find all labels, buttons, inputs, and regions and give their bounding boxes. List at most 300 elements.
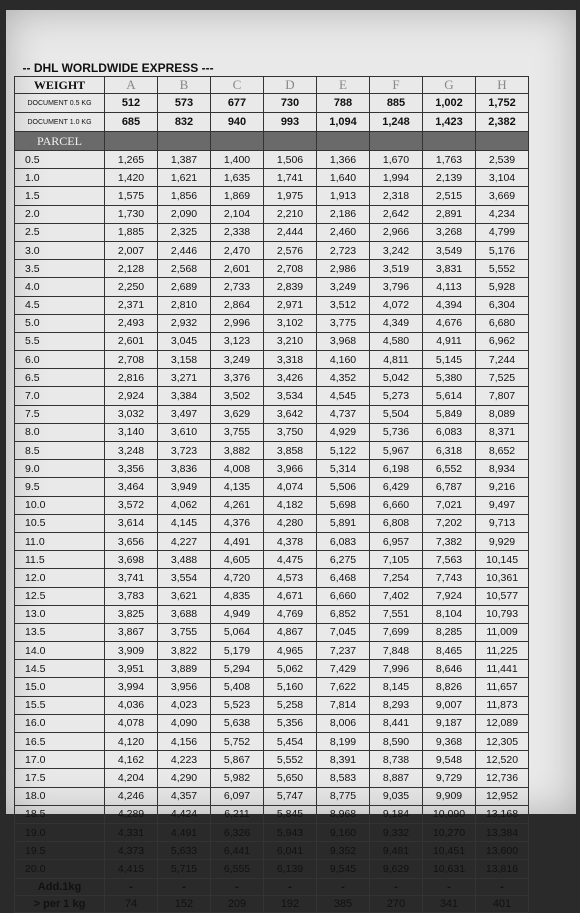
rate-cell: -	[158, 878, 211, 895]
rate-cell: 2,446	[158, 241, 211, 259]
rate-cell: 3,384	[158, 387, 211, 405]
rate-cell: 10,793	[476, 605, 529, 623]
rate-cell: 401	[476, 895, 529, 912]
parcel-row	[15, 278, 529, 296]
weight-label: 3.5	[15, 260, 105, 278]
rate-cell: 3,755	[211, 423, 264, 441]
rate-cell: 7,807	[476, 387, 529, 405]
rate-cell: 12,736	[476, 769, 529, 787]
rate-cell: 3,698	[105, 551, 158, 569]
rate-cell: 3,629	[211, 405, 264, 423]
rate-cell: 4,376	[211, 514, 264, 532]
rate-cell: 4,072	[370, 296, 423, 314]
parcel-row	[15, 260, 529, 278]
weight-label: 0.5	[15, 151, 105, 169]
rate-cell: 192	[264, 895, 317, 912]
rate-cell: 10,577	[476, 587, 529, 605]
rate-cell: 5,122	[317, 442, 370, 460]
weight-label: 13.0	[15, 605, 105, 623]
rate-cell: 7,551	[370, 605, 423, 623]
rate-cell: 10,631	[423, 860, 476, 878]
rate-cell: 2,601	[211, 260, 264, 278]
rate-cell: 3,889	[158, 660, 211, 678]
rate-cell: 2,128	[105, 260, 158, 278]
rate-cell: 6,083	[423, 423, 476, 441]
rate-cell: 5,698	[317, 496, 370, 514]
parcel-row	[15, 223, 529, 241]
rate-cell: 12,305	[476, 733, 529, 751]
rate-cell: 2,325	[158, 223, 211, 241]
rate-cell: 2,689	[158, 278, 211, 296]
rate-cell: 7,848	[370, 642, 423, 660]
rate-cell: 6,957	[370, 532, 423, 550]
rate-cell: 5,614	[423, 387, 476, 405]
rate-cell: 7,996	[370, 660, 423, 678]
rate-cell: 3,032	[105, 405, 158, 423]
rate-cell: 9,629	[370, 860, 423, 878]
rate-cell: 4,491	[211, 532, 264, 550]
parcel-row	[15, 351, 529, 369]
weight-label: 18.0	[15, 787, 105, 805]
rate-cell: 5,176	[476, 241, 529, 259]
weight-label: 7.0	[15, 387, 105, 405]
rate-cell: 3,831	[423, 260, 476, 278]
weight-label: 7.5	[15, 405, 105, 423]
rate-cell: 3,669	[476, 187, 529, 205]
rate-cell: -	[476, 878, 529, 895]
rate-cell: 2,839	[264, 278, 317, 296]
rate-cell: 1,670	[370, 151, 423, 169]
rate-cell: 6,468	[317, 569, 370, 587]
rate-cell: 4,160	[317, 351, 370, 369]
rate-cell: 9,497	[476, 496, 529, 514]
rate-cell: 8,465	[423, 642, 476, 660]
rate-cell: 3,271	[158, 369, 211, 387]
weight-label: 16.0	[15, 714, 105, 732]
weight-label: 15.0	[15, 678, 105, 696]
rate-cell: 5,273	[370, 387, 423, 405]
rate-cell: 3,318	[264, 351, 317, 369]
parcel-row	[15, 387, 529, 405]
weight-label: 8.0	[15, 423, 105, 441]
rate-cell: 3,572	[105, 496, 158, 514]
rate-cell: 4,078	[105, 714, 158, 732]
weight-label: 5.0	[15, 314, 105, 332]
rate-cell: 12,089	[476, 714, 529, 732]
rate-cell: 9,160	[317, 823, 370, 841]
rate-cell: 5,891	[317, 514, 370, 532]
weight-label: 12.5	[15, 587, 105, 605]
rate-cell: 7,525	[476, 369, 529, 387]
rate-cell: 5,294	[211, 660, 264, 678]
rate-cell: 7,563	[423, 551, 476, 569]
rate-cell: 6,552	[423, 460, 476, 478]
rate-cell: 1,975	[264, 187, 317, 205]
rate-cell: 9,909	[423, 787, 476, 805]
rate-cell: 4,811	[370, 351, 423, 369]
rate-cell: 9,548	[423, 751, 476, 769]
rate-cell: 8,652	[476, 442, 529, 460]
rate-cell: 2,460	[317, 223, 370, 241]
per-kg-row	[15, 895, 529, 912]
rate-cell: 5,736	[370, 423, 423, 441]
weight-label: 2.0	[15, 205, 105, 223]
parcel-row	[15, 842, 529, 860]
parcel-row	[15, 587, 529, 605]
rate-cell: 7,237	[317, 642, 370, 660]
rate-cell: 3,488	[158, 551, 211, 569]
rate-cell: 2,708	[264, 260, 317, 278]
add-kg-row	[15, 878, 529, 895]
rate-cell: 8,089	[476, 405, 529, 423]
parcel-row	[15, 151, 529, 169]
rate-cell: 2,139	[423, 169, 476, 187]
rate-cell: 8,775	[317, 787, 370, 805]
zone-header: D	[264, 77, 317, 94]
rate-cell: 9,481	[370, 842, 423, 860]
rate-cell: 2,470	[211, 241, 264, 259]
rate-cell: 3,966	[264, 460, 317, 478]
rate-cell: 4,135	[211, 478, 264, 496]
parcel-row	[15, 714, 529, 732]
weight-label: 10.5	[15, 514, 105, 532]
rate-cell: 5,062	[264, 660, 317, 678]
weight-label: 1.5	[15, 187, 105, 205]
rate-cell: 3,376	[211, 369, 264, 387]
rate-cell: 7,045	[317, 623, 370, 641]
rate-cell: 1,506	[264, 151, 317, 169]
rate-cell: 3,123	[211, 332, 264, 350]
rate-cell: 2,932	[158, 314, 211, 332]
parcel-row	[15, 642, 529, 660]
rate-cell: 4,289	[105, 805, 158, 823]
rate-cell: 3,534	[264, 387, 317, 405]
rate-cell: 6,962	[476, 332, 529, 350]
parcel-row	[15, 496, 529, 514]
rate-cell: 2,733	[211, 278, 264, 296]
rate-cell: 3,723	[158, 442, 211, 460]
rate-cell: 4,424	[158, 805, 211, 823]
rate-cell: 3,956	[158, 678, 211, 696]
rate-cell: 4,182	[264, 496, 317, 514]
parcel-row	[15, 733, 529, 751]
rate-table	[14, 60, 529, 913]
rate-cell: 3,519	[370, 260, 423, 278]
zone-header: E	[317, 77, 370, 94]
rate-cell: 13,816	[476, 860, 529, 878]
rate-cell: 4,223	[158, 751, 211, 769]
parcel-row	[15, 769, 529, 787]
parcel-row	[15, 314, 529, 332]
weight-label: Add.1kg	[15, 878, 105, 895]
rate-cell: 2,924	[105, 387, 158, 405]
rate-cell: 4,799	[476, 223, 529, 241]
weight-label: 11.0	[15, 532, 105, 550]
rate-cell: 13,168	[476, 805, 529, 823]
rate-cell: 6,441	[211, 842, 264, 860]
rate-cell: 3,750	[264, 423, 317, 441]
rate-cell: 1,366	[317, 151, 370, 169]
rate-cell: 4,156	[158, 733, 211, 751]
rate-cell: 1,994	[370, 169, 423, 187]
parcel-row	[15, 787, 529, 805]
rate-cell: 4,090	[158, 714, 211, 732]
rate-cell: 4,290	[158, 769, 211, 787]
rate-cell: 4,036	[105, 696, 158, 714]
rate-cell: 7,244	[476, 351, 529, 369]
parcel-row	[15, 205, 529, 223]
rate-cell: -	[211, 878, 264, 895]
rate-cell: 4,835	[211, 587, 264, 605]
rate-cell: 9,216	[476, 478, 529, 496]
rate-cell: 6,318	[423, 442, 476, 460]
rate-cell: 685	[105, 113, 158, 132]
rate-cell: -	[317, 878, 370, 895]
rate-cell: 3,610	[158, 423, 211, 441]
rate-cell: 2,444	[264, 223, 317, 241]
rate-cell: 5,523	[211, 696, 264, 714]
parcel-row	[15, 623, 529, 641]
rate-cell: 10,361	[476, 569, 529, 587]
weight-header: WEIGHT	[15, 77, 105, 94]
rate-cell: 4,867	[264, 623, 317, 641]
rate-cell: 9,368	[423, 733, 476, 751]
rate-cell: 1,763	[423, 151, 476, 169]
rate-cell: 4,113	[423, 278, 476, 296]
weight-label: 17.5	[15, 769, 105, 787]
rate-cell: 1,094	[317, 113, 370, 132]
rate-cell: 385	[317, 895, 370, 912]
rate-cell: 6,326	[211, 823, 264, 841]
weight-label: DOCUMENT 0.5 KG	[15, 94, 105, 113]
rate-cell: 3,045	[158, 332, 211, 350]
rate-cell: 2,210	[264, 205, 317, 223]
rate-cell: 8,934	[476, 460, 529, 478]
rate-cell: 4,352	[317, 369, 370, 387]
rate-cell: 2,966	[370, 223, 423, 241]
rate-cell: 5,982	[211, 769, 264, 787]
rate-cell: 4,008	[211, 460, 264, 478]
rate-cell: 3,994	[105, 678, 158, 696]
rate-cell: 74	[105, 895, 158, 912]
rate-cell: -	[370, 878, 423, 895]
rate-cell: 5,752	[211, 733, 264, 751]
rate-cell: 2,250	[105, 278, 158, 296]
rate-cell: 10,090	[423, 805, 476, 823]
rate-cell: 3,248	[105, 442, 158, 460]
weight-label: 11.5	[15, 551, 105, 569]
rate-cell: 4,911	[423, 332, 476, 350]
rate-cell: 8,646	[423, 660, 476, 678]
rate-cell: 9,035	[370, 787, 423, 805]
rate-cell: 11,009	[476, 623, 529, 641]
rate-cell: 7,743	[423, 569, 476, 587]
rate-cell: 2,708	[105, 351, 158, 369]
title-row	[15, 60, 529, 77]
rate-cell: 4,204	[105, 769, 158, 787]
rate-cell: 2,996	[211, 314, 264, 332]
weight-label: 14.0	[15, 642, 105, 660]
parcel-row	[15, 405, 529, 423]
zone-header: A	[105, 77, 158, 94]
rate-cell: 1,265	[105, 151, 158, 169]
rate-cell: 832	[158, 113, 211, 132]
weight-label: 8.5	[15, 442, 105, 460]
parcel-row	[15, 423, 529, 441]
rate-cell: 1,741	[264, 169, 317, 187]
rate-cell: 1,423	[423, 113, 476, 132]
rate-cell: 4,074	[264, 478, 317, 496]
weight-label: 12.0	[15, 569, 105, 587]
rate-cell: 5,867	[211, 751, 264, 769]
rate-cell: 9,545	[317, 860, 370, 878]
rate-cell: 6,041	[264, 842, 317, 860]
rate-cell: 6,304	[476, 296, 529, 314]
rate-cell: 1,248	[370, 113, 423, 132]
rate-cell: 5,356	[264, 714, 317, 732]
rate-cell: 8,199	[317, 733, 370, 751]
rate-cell: 8,887	[370, 769, 423, 787]
rate-cell: 3,140	[105, 423, 158, 441]
parcel-row	[15, 514, 529, 532]
zone-header: B	[158, 77, 211, 94]
rate-cell: 4,227	[158, 532, 211, 550]
document-row	[15, 94, 529, 113]
parcel-row	[15, 605, 529, 623]
rate-cell: 4,246	[105, 787, 158, 805]
rate-cell: 6,787	[423, 478, 476, 496]
rate-cell: 2,493	[105, 314, 158, 332]
rate-cell: 2,186	[317, 205, 370, 223]
rate-cell: 6,275	[317, 551, 370, 569]
rate-cell: 2,971	[264, 296, 317, 314]
rate-cell: 4,120	[105, 733, 158, 751]
rate-cell: 11,873	[476, 696, 529, 714]
rate-cell: 5,943	[264, 823, 317, 841]
rate-cell: 3,741	[105, 569, 158, 587]
parcel-row	[15, 296, 529, 314]
rate-cell: 3,656	[105, 532, 158, 550]
rate-cell: 1,913	[317, 187, 370, 205]
rate-cell: 3,951	[105, 660, 158, 678]
rate-cell: 5,849	[423, 405, 476, 423]
rate-cell: 3,210	[264, 332, 317, 350]
rate-cell: 3,102	[264, 314, 317, 332]
rate-cell: 8,738	[370, 751, 423, 769]
rate-cell: 1,387	[158, 151, 211, 169]
rate-cell: 2,539	[476, 151, 529, 169]
rate-cell: 3,356	[105, 460, 158, 478]
rate-cell: 5,650	[264, 769, 317, 787]
rate-cell: 4,394	[423, 296, 476, 314]
rate-cell: 3,836	[158, 460, 211, 478]
weight-label: 19.5	[15, 842, 105, 860]
rate-cell: 209	[211, 895, 264, 912]
rate-cell: 7,622	[317, 678, 370, 696]
rate-cell: 1,575	[105, 187, 158, 205]
rate-cell: 1,730	[105, 205, 158, 223]
rate-cell: 6,660	[317, 587, 370, 605]
table-title: -- DHL WORLDWIDE EXPRESS ---	[22, 61, 214, 75]
rate-cell: 11,441	[476, 660, 529, 678]
rate-cell: 6,139	[264, 860, 317, 878]
rate-cell: 7,254	[370, 569, 423, 587]
weight-label: > per 1 kg	[15, 895, 105, 912]
rate-cell: 4,965	[264, 642, 317, 660]
rate-cell: 9,729	[423, 769, 476, 787]
rate-cell: 7,429	[317, 660, 370, 678]
weight-label: 1.0	[15, 169, 105, 187]
rate-cell: 2,601	[105, 332, 158, 350]
rate-cell: 5,506	[317, 478, 370, 496]
rate-cell: 4,769	[264, 605, 317, 623]
rate-cell: 3,497	[158, 405, 211, 423]
weight-label: 14.5	[15, 660, 105, 678]
rate-cell: 3,796	[370, 278, 423, 296]
document-row	[15, 113, 529, 132]
rate-cell: 3,249	[317, 278, 370, 296]
rate-cell: 9,007	[423, 696, 476, 714]
rate-cell: 3,909	[105, 642, 158, 660]
rate-cell: 1,869	[211, 187, 264, 205]
rate-cell: 13,600	[476, 842, 529, 860]
rate-cell: 2,642	[370, 205, 423, 223]
parcel-row	[15, 169, 529, 187]
rate-cell: 5,064	[211, 623, 264, 641]
rate-cell: 9,187	[423, 714, 476, 732]
rate-cell: 7,402	[370, 587, 423, 605]
rate-cell: 5,845	[264, 805, 317, 823]
zone-header: C	[211, 77, 264, 94]
rate-cell: 7,021	[423, 496, 476, 514]
weight-label: DOCUMENT 1.0 KG	[15, 113, 105, 132]
rate-cell: 5,504	[370, 405, 423, 423]
rate-cell: 341	[423, 895, 476, 912]
weight-label: 6.0	[15, 351, 105, 369]
rate-cell: 10,451	[423, 842, 476, 860]
rate-cell: 6,198	[370, 460, 423, 478]
rate-cell: -	[264, 878, 317, 895]
rate-cell: 9,352	[317, 842, 370, 860]
rate-cell: 993	[264, 113, 317, 132]
rate-cell: 7,202	[423, 514, 476, 532]
rate-cell: 152	[158, 895, 211, 912]
weight-label: 4.5	[15, 296, 105, 314]
rate-cell: 5,314	[317, 460, 370, 478]
rate-cell: 3,268	[423, 223, 476, 241]
rate-cell: 2,891	[423, 205, 476, 223]
rate-cell: 3,867	[105, 623, 158, 641]
rate-cell: 2,576	[264, 241, 317, 259]
parcel-label: PARCEL	[15, 132, 105, 151]
rate-cell: 940	[211, 113, 264, 132]
rate-cell: 2,723	[317, 241, 370, 259]
parcel-row	[15, 532, 529, 550]
rate-cell: 7,382	[423, 532, 476, 550]
rate-cell: 1,621	[158, 169, 211, 187]
weight-label: 20.0	[15, 860, 105, 878]
rate-cell: 3,825	[105, 605, 158, 623]
rate-cell: 6,680	[476, 314, 529, 332]
rate-cell: 3,464	[105, 478, 158, 496]
rate-cell: 270	[370, 895, 423, 912]
parcel-row	[15, 478, 529, 496]
rate-cell: 4,737	[317, 405, 370, 423]
parcel-row	[15, 187, 529, 205]
rate-cell: 8,391	[317, 751, 370, 769]
rate-cell: 6,211	[211, 805, 264, 823]
rate-cell: 512	[105, 94, 158, 113]
